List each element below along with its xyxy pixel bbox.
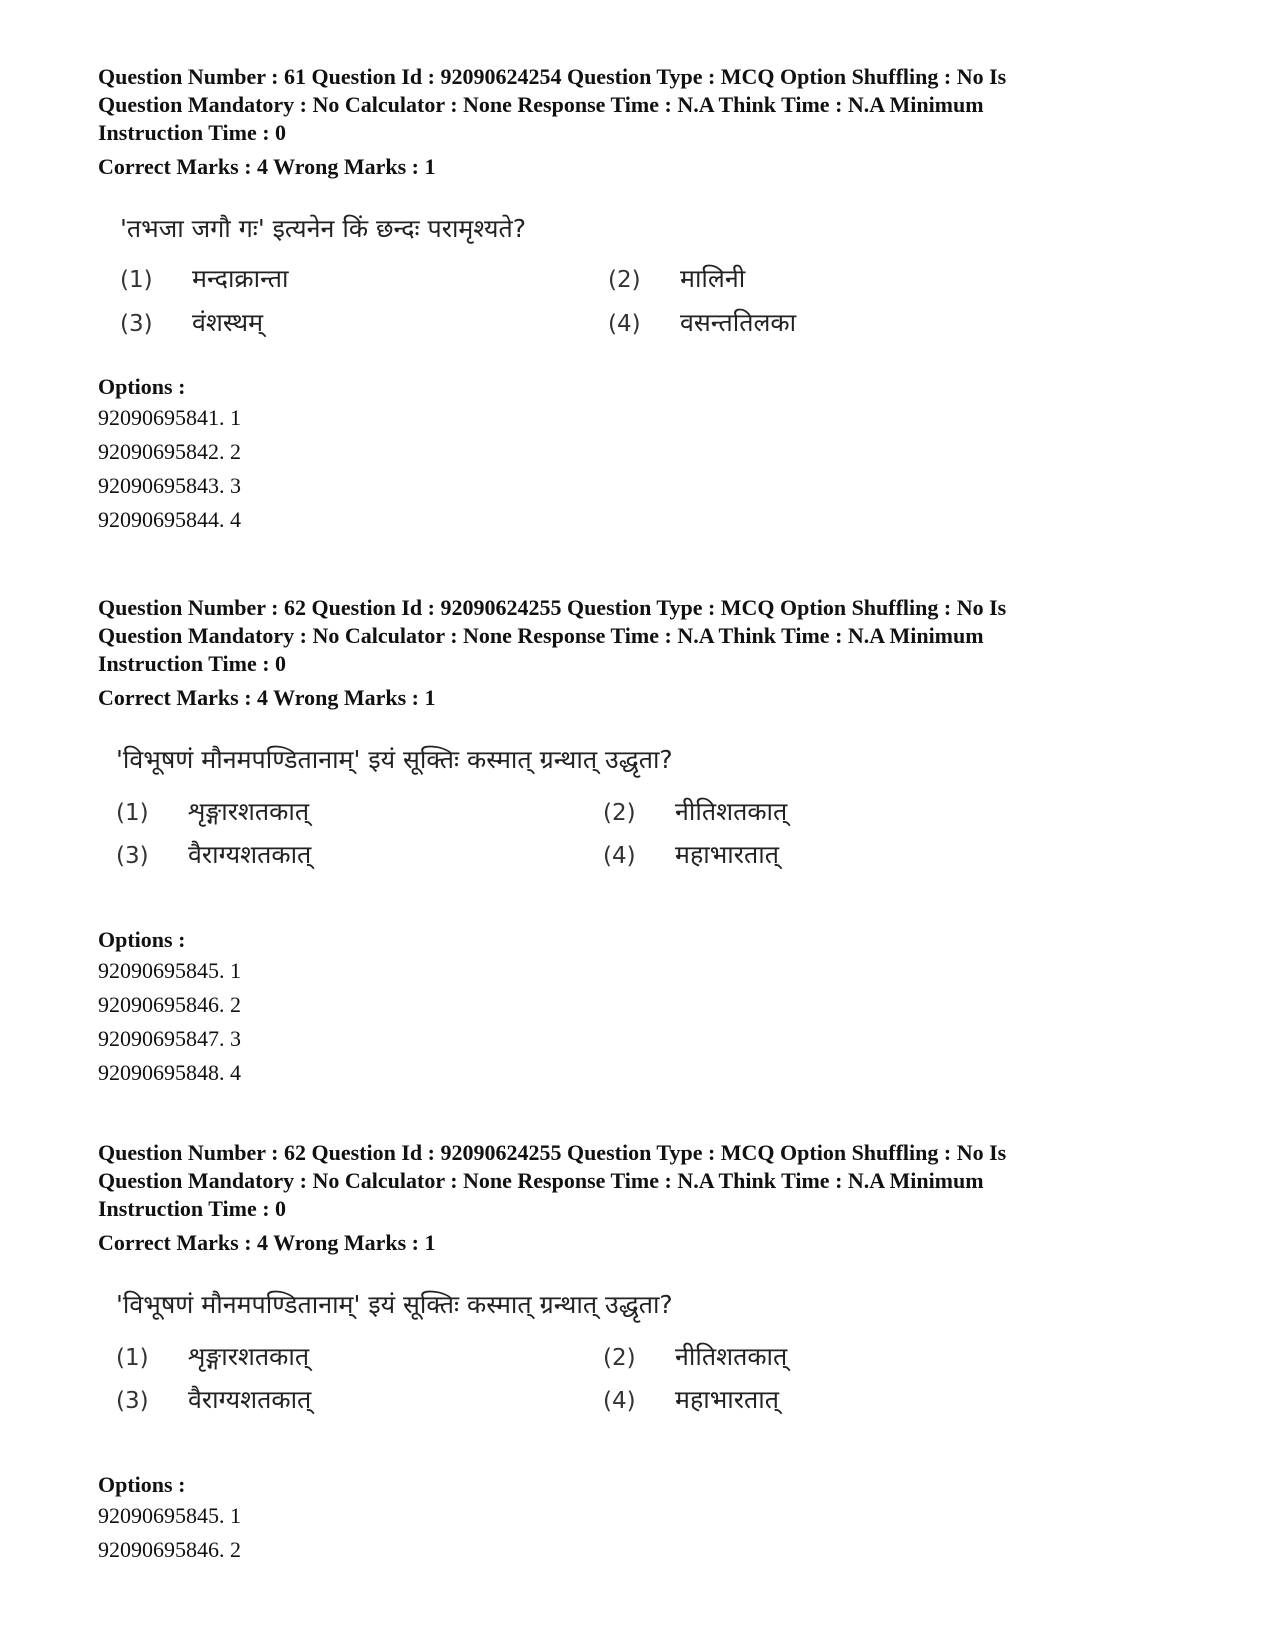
option-id: 92090695841. 1 xyxy=(98,405,241,430)
choice-number: (2) xyxy=(603,800,636,826)
question-meta-line: Question Mandatory : No Calculator : None Response Time : N.A Think Time : N.A Minimum xyxy=(98,92,984,117)
choice-3 xyxy=(120,305,263,339)
question-meta-line: Question Number : 62 Question Id : 92090624255 Question Type : MCQ Option Shuffling : No Is xyxy=(98,595,1007,620)
option-id: 92090695846. 2 xyxy=(98,992,241,1017)
option-id: 92090695843. 3 xyxy=(98,473,241,498)
choice-number: (4) xyxy=(603,1388,636,1414)
choice-1 xyxy=(116,1339,309,1373)
choice-number: (2) xyxy=(603,1345,636,1371)
marks-line: Correct Marks : 4 Wrong Marks : 1 xyxy=(98,685,436,710)
marks-line: Correct Marks : 4 Wrong Marks : 1 xyxy=(98,1230,436,1255)
choice-2 xyxy=(603,1339,787,1373)
question-block-61 xyxy=(98,63,1178,537)
choice-text: नीतिशतकात् xyxy=(675,1342,788,1371)
choice-2 xyxy=(603,794,787,828)
question-image xyxy=(98,1285,1178,1457)
choice-number: (4) xyxy=(608,311,641,337)
choice-number: (2) xyxy=(608,267,641,293)
choice-number: (1) xyxy=(116,1345,149,1371)
option-id: 92090695848. 4 xyxy=(98,1060,241,1085)
choice-3 xyxy=(116,837,311,871)
options-label: Options : xyxy=(98,1472,186,1497)
question-image xyxy=(98,209,1178,359)
option-id: 92090695842. 2 xyxy=(98,439,241,464)
question-meta-line: Instruction Time : 0 xyxy=(98,1196,287,1221)
question-block-62 xyxy=(98,594,1178,1090)
option-id: 92090695847. 3 xyxy=(98,1026,241,1051)
question-meta-line: Question Mandatory : No Calculator : None Response Time : N.A Think Time : N.A Minimum xyxy=(98,623,984,648)
choice-number: (4) xyxy=(603,843,636,869)
question-meta-line: Instruction Time : 0 xyxy=(98,120,287,145)
choice-number: (3) xyxy=(116,843,149,869)
choice-4 xyxy=(603,837,779,871)
options-label: Options : xyxy=(98,927,186,952)
choice-text: महाभारतात् xyxy=(675,840,779,869)
choice-number: (3) xyxy=(116,1388,149,1414)
choice-4 xyxy=(608,305,796,339)
choice-text: वैराग्यशतकात् xyxy=(188,840,312,869)
choice-number: (3) xyxy=(120,311,153,337)
choice-text: महाभारतात् xyxy=(675,1385,779,1414)
choice-text: शृङ्गारशतकात् xyxy=(188,1342,310,1371)
option-id: 92090695845. 1 xyxy=(98,1503,241,1528)
choice-4 xyxy=(603,1382,779,1416)
question-meta-line: Question Number : 62 Question Id : 92090624255 Question Type : MCQ Option Shuffling : No Is xyxy=(98,1140,1007,1165)
choice-text: वसन्ततिलका xyxy=(680,308,797,337)
choice-3 xyxy=(116,1382,311,1416)
question-stem: 'तभजा जगौ गः' इत्यनेन किं छन्दः परामृश्यते? xyxy=(120,214,527,243)
choice-text: वंशस्थम् xyxy=(192,308,264,337)
question-stem: 'विभूषणं मौनमपण्डितानाम्' इयं सूक्तिः कस्मात् ग्रन्थात् उद्धृता? xyxy=(116,745,673,774)
option-id: 92090695845. 1 xyxy=(98,958,241,983)
choice-1 xyxy=(116,794,309,828)
choice-text: मालिनी xyxy=(680,264,746,293)
options-label: Options : xyxy=(98,374,186,399)
choice-number: (1) xyxy=(120,267,153,293)
choice-1 xyxy=(120,261,289,295)
question-meta-line: Question Number : 61 Question Id : 92090624254 Question Type : MCQ Option Shuffling : No Is xyxy=(98,64,1007,89)
choice-text: वैराग्यशतकात् xyxy=(188,1385,312,1414)
choice-2 xyxy=(608,261,745,295)
question-stem: 'विभूषणं मौनमपण्डितानाम्' इयं सूक्तिः कस्मात् ग्रन्थात् उद्धृता? xyxy=(116,1290,673,1319)
question-meta-line: Question Mandatory : No Calculator : None Response Time : N.A Think Time : N.A Minimum xyxy=(98,1168,984,1193)
option-id: 92090695846. 2 xyxy=(98,1537,241,1562)
marks-line: Correct Marks : 4 Wrong Marks : 1 xyxy=(98,154,436,179)
question-block-62-repeat xyxy=(98,1139,1178,1567)
choice-text: नीतिशतकात् xyxy=(675,797,788,826)
option-id: 92090695844. 4 xyxy=(98,507,241,532)
question-image xyxy=(98,740,1178,912)
choice-text: शृङ्गारशतकात् xyxy=(188,797,310,826)
question-meta-line: Instruction Time : 0 xyxy=(98,651,287,676)
choice-number: (1) xyxy=(116,800,149,826)
choice-text: मन्दाक्रान्ता xyxy=(192,264,289,293)
